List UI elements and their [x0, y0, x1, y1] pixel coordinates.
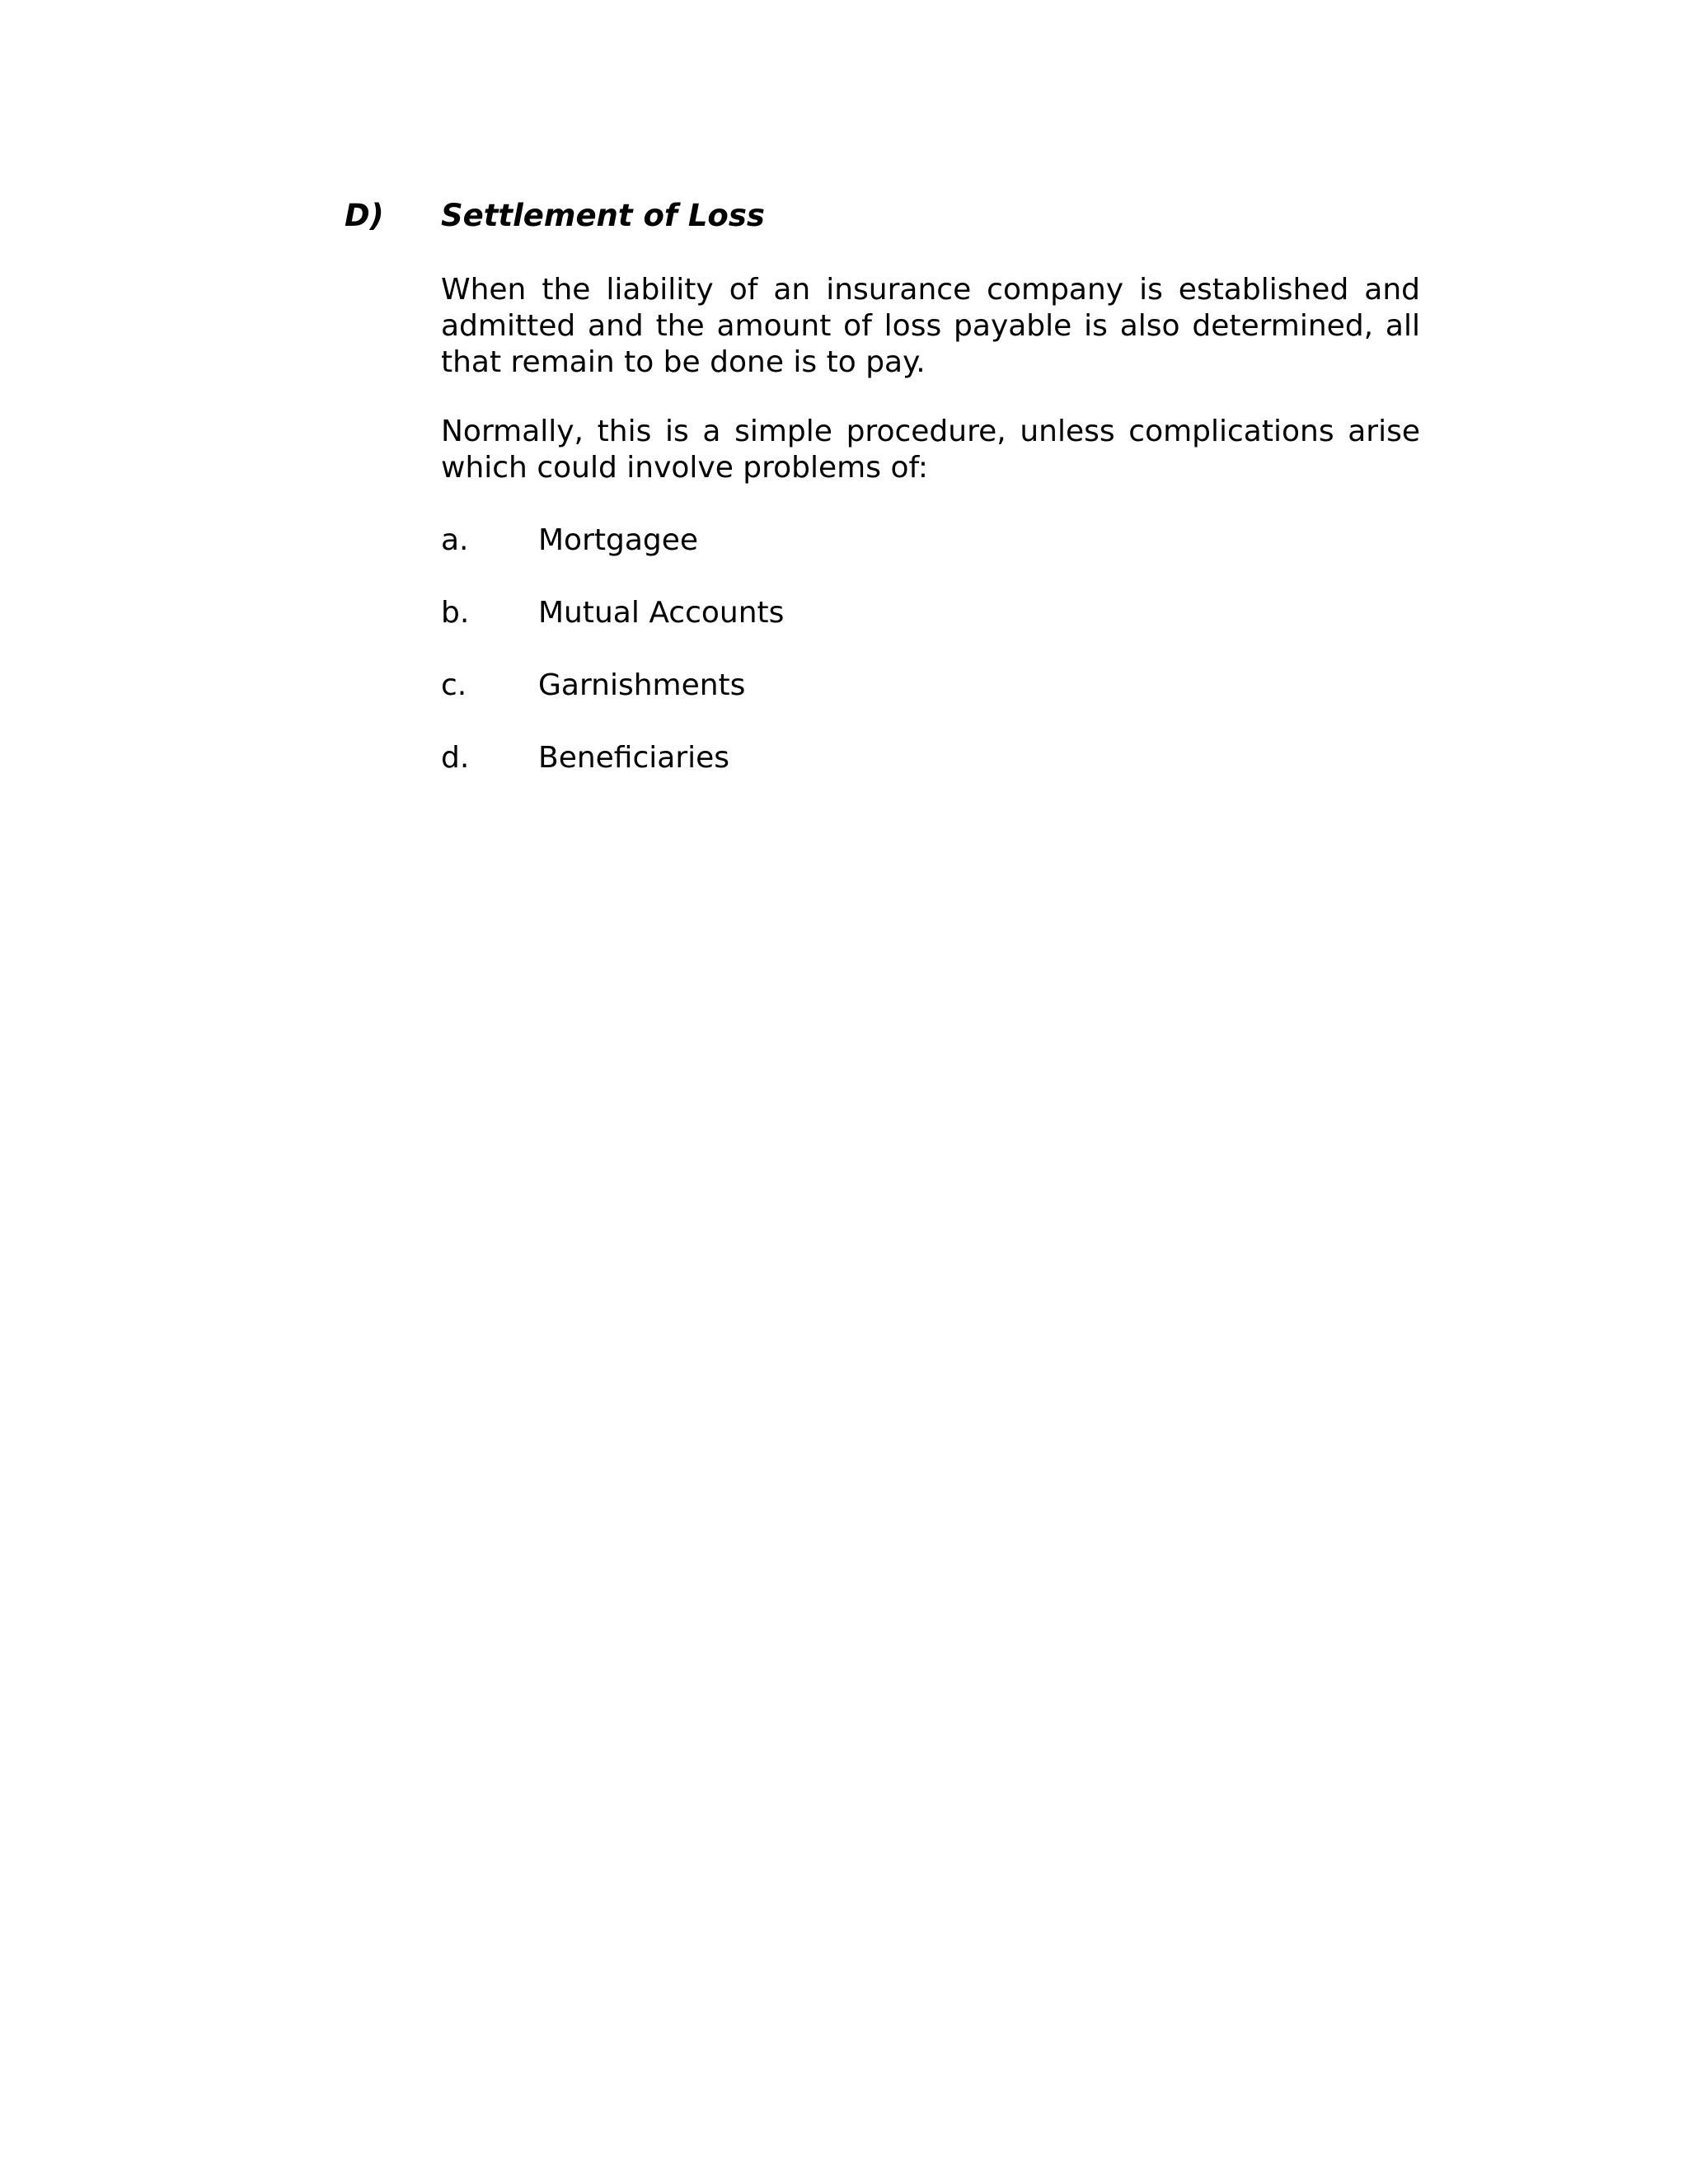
paragraph-liability: When the liability of an insurance company is established and admitted and the amount of loss payable is also determined, all that remain to be done is to pay. — [441, 273, 1420, 379]
list-letter: c. — [441, 668, 467, 702]
paragraph-procedure: Normally, this is a simple procedure, unless complications arise which could involve problems of: — [441, 415, 1420, 485]
list-text: Beneficiaries — [538, 741, 730, 775]
list-text: Mutual Accounts — [538, 596, 785, 630]
section-marker: D) — [345, 198, 384, 233]
section-title: Settlement of Loss — [441, 198, 765, 233]
list-text: Garnishments — [538, 668, 746, 702]
list-text: Mortgagee — [538, 523, 699, 557]
list-letter: a. — [441, 523, 469, 557]
list-letter: b. — [441, 596, 470, 630]
list-letter: d. — [441, 741, 470, 775]
